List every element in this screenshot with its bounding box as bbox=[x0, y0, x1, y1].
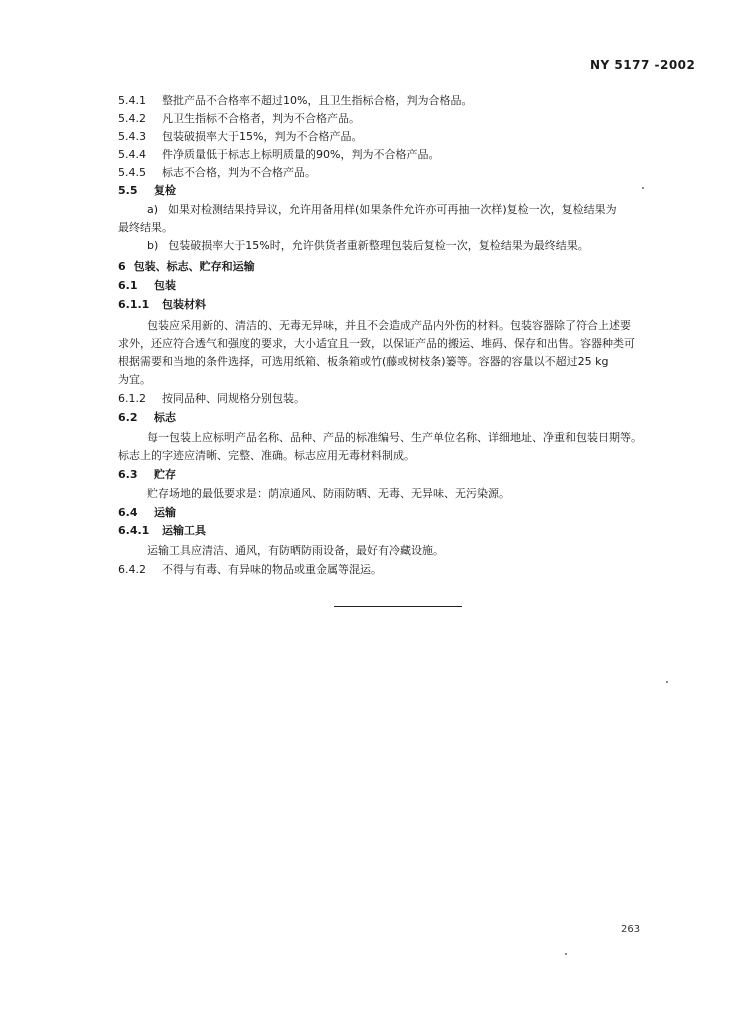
standard-code-header: NY 5177 -2002 bbox=[590, 58, 696, 72]
scan-speck bbox=[642, 187, 644, 189]
paragraph-line: 标志上的字迹应清晰、完整、准确。标志应用无毒材料制成。 bbox=[118, 449, 415, 462]
clause-text: 件净质量低于标志上标明质量的90%，判为不合格产品。 bbox=[162, 148, 440, 161]
clause-text: 标志不合格，判为不合格产品。 bbox=[162, 166, 316, 179]
section-title: 包装材料 bbox=[162, 298, 206, 311]
clause-5-4-3 bbox=[118, 128, 362, 146]
item-text: 如果对检测结果持异议，允许用备用样(如果条件允许亦可再抽一次样)复检一次，复检结果为 bbox=[168, 203, 617, 216]
clause-number: 5.4.3 bbox=[118, 130, 146, 143]
clause-text: 整批产品不合格率不超过10%，且卫生指标合格，判为合格品。 bbox=[162, 94, 473, 107]
section-number: 6.3 bbox=[118, 468, 138, 481]
section-6-2-heading bbox=[118, 409, 176, 427]
clause-number: 5.4.4 bbox=[118, 148, 146, 161]
item-marker: a) bbox=[147, 203, 159, 216]
section-number: 6.2 bbox=[118, 411, 138, 424]
clause-text: 凡卫生指标不合格者，判为不合格产品。 bbox=[162, 112, 360, 125]
item-b bbox=[147, 237, 589, 255]
section-6-heading bbox=[118, 258, 255, 276]
section-title: 包装、标志、贮存和运输 bbox=[133, 260, 255, 273]
item-a bbox=[147, 201, 617, 219]
clause-6-4-2 bbox=[118, 561, 382, 579]
section-6-3-heading bbox=[118, 466, 176, 484]
section-title: 包装 bbox=[154, 279, 176, 292]
clause-text: 包装破损率大于15%，判为不合格产品。 bbox=[162, 130, 363, 143]
item-a-continued: 最终结果。 bbox=[118, 221, 173, 234]
section-number: 6.4 bbox=[118, 506, 138, 519]
section-6-1-1-heading bbox=[118, 296, 206, 314]
paragraph-line: 运输工具应清洁、通风，有防晒防雨设备，最好有冷藏设施。 bbox=[147, 544, 444, 557]
clause-number: 6.4.2 bbox=[118, 563, 146, 576]
section-number: 5.5 bbox=[118, 184, 138, 197]
section-6-1-heading bbox=[118, 277, 176, 295]
page-number: 263 bbox=[621, 924, 641, 935]
section-title: 运输 bbox=[154, 506, 176, 519]
section-number: 6.4.1 bbox=[118, 524, 150, 537]
clause-5-4-1 bbox=[118, 92, 472, 110]
clause-number: 6.1.2 bbox=[118, 392, 146, 405]
section-number: 6 bbox=[118, 260, 126, 273]
clause-text: 不得与有毒、有异味的物品或重金属等混运。 bbox=[162, 563, 382, 576]
clause-number: 5.4.1 bbox=[118, 94, 146, 107]
paragraph-line: 贮存场地的最低要求是：荫凉通风、防雨防晒、无毒、无异味、无污染源。 bbox=[147, 487, 510, 500]
section-title: 复检 bbox=[154, 184, 176, 197]
clause-text: 按同品种、同规格分别包装。 bbox=[162, 392, 305, 405]
section-title: 贮存 bbox=[154, 468, 176, 481]
scan-speck bbox=[565, 953, 567, 955]
paragraph-line: 根据需要和当地的条件选择，可选用纸箱、板条箱或竹(藤或树枝条)篓等。容器的容量以不超过25 kg bbox=[118, 355, 609, 368]
section-title: 运输工具 bbox=[162, 524, 206, 537]
paragraph-line: 每一包装上应标明产品名称、品种、产品的标准编号、生产单位名称、详细地址、净重和包装日期等。 bbox=[147, 431, 642, 444]
clause-5-4-4 bbox=[118, 146, 439, 164]
paragraph-line: 为宜。 bbox=[118, 373, 151, 386]
end-of-document-rule bbox=[334, 606, 462, 607]
clause-number: 5.4.2 bbox=[118, 112, 146, 125]
item-text: 包装破损率大于15%时，允许供货者重新整理包装后复检一次，复检结果为最终结果。 bbox=[168, 239, 589, 252]
clause-5-4-2 bbox=[118, 110, 360, 128]
clause-number: 5.4.5 bbox=[118, 166, 146, 179]
clause-5-4-5 bbox=[118, 164, 316, 182]
section-6-4-1-heading bbox=[118, 522, 206, 540]
section-number: 6.1.1 bbox=[118, 298, 150, 311]
section-number: 6.1 bbox=[118, 279, 138, 292]
section-5-5-heading bbox=[118, 182, 176, 200]
item-marker: b) bbox=[147, 239, 159, 252]
scan-speck bbox=[666, 681, 668, 683]
clause-6-1-2 bbox=[118, 390, 305, 408]
paragraph-line: 求外，还应符合透气和强度的要求，大小适宜且一致，以保证产品的搬运、堆码、保存和出售。容器种类可 bbox=[118, 337, 635, 350]
paragraph-line: 包装应采用新的、清洁的、无毒无异味，并且不会造成产品内外伤的材料。包装容器除了符合上述要 bbox=[147, 319, 631, 332]
section-title: 标志 bbox=[154, 411, 176, 424]
section-6-4-heading bbox=[118, 504, 176, 522]
